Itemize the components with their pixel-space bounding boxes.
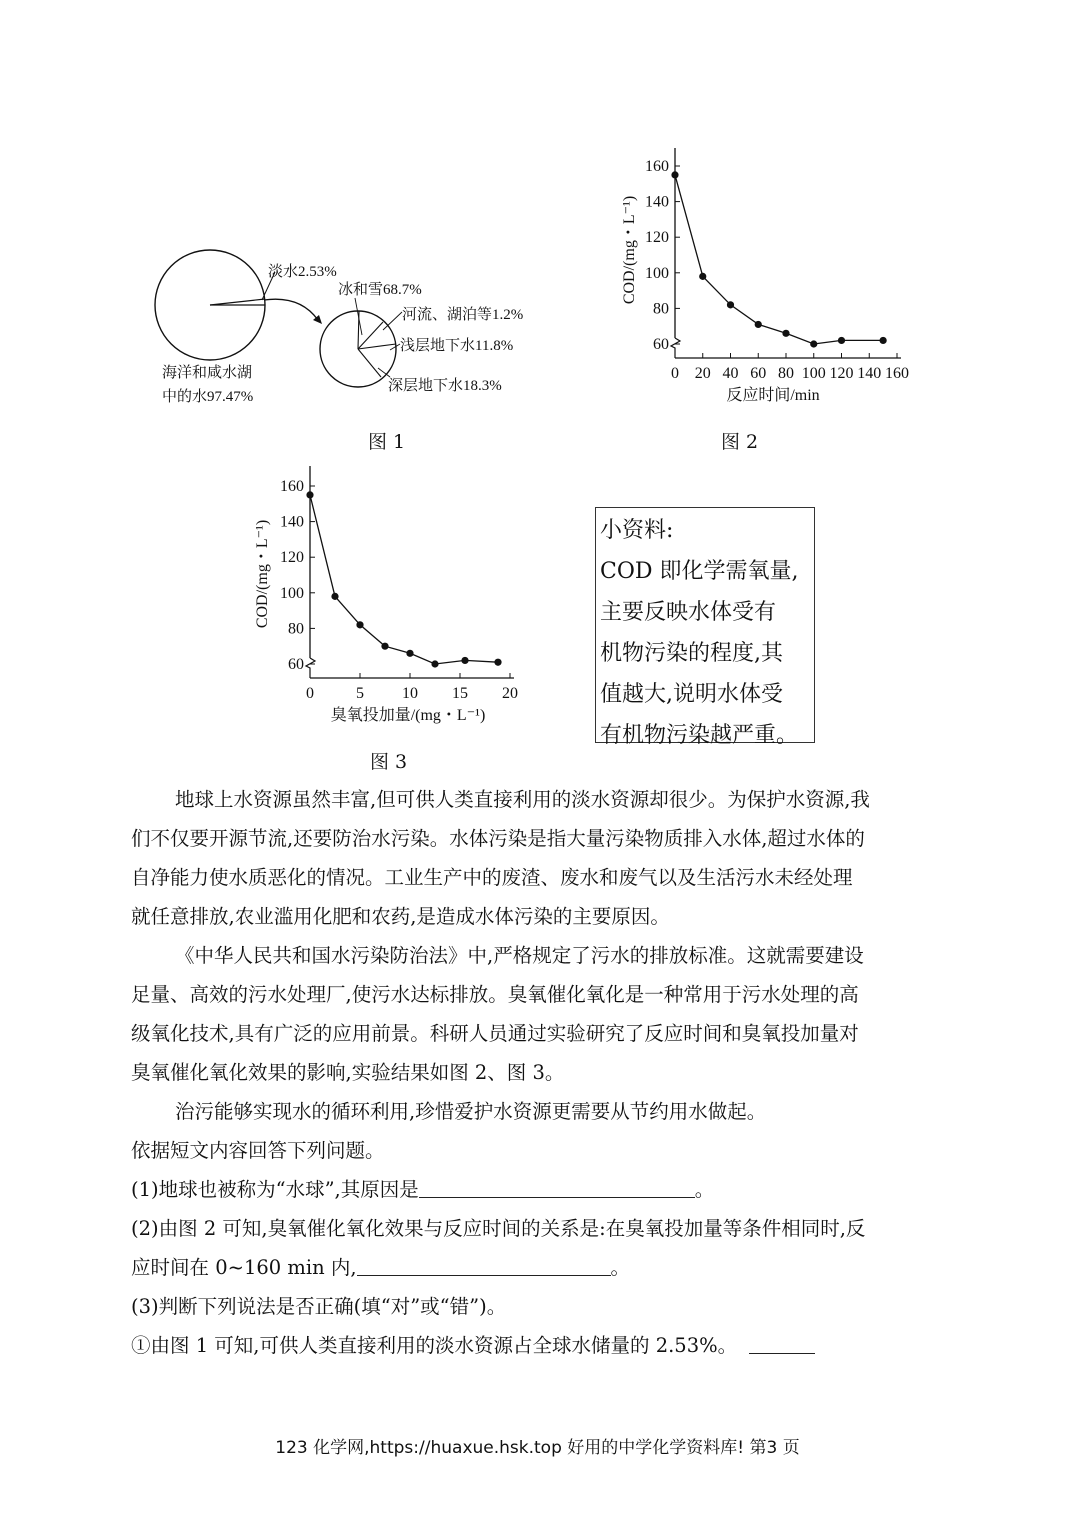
river-label: 河流、湖泊等1.2% xyxy=(402,307,524,323)
question-1-end: 。 xyxy=(694,1178,715,1201)
figure3-line-chart xyxy=(245,462,535,732)
fig3-series-line xyxy=(310,495,498,664)
fig3-y-axis-label: COD/(mg・L⁻¹) xyxy=(254,519,271,629)
fig2-x-tick-label: 160 xyxy=(885,365,909,382)
article-body xyxy=(131,780,946,1365)
info-line: 有机物污染越严重。 xyxy=(600,723,799,748)
fig2-x-axis-label: 反应时间/min xyxy=(726,387,820,404)
fig3-x-tick-label: 5 xyxy=(356,685,364,702)
shallow-label: 浅层地下水11.8% xyxy=(400,338,514,354)
fig2-y-tick-label: 80 xyxy=(653,300,669,318)
river-leader-line xyxy=(383,312,402,330)
inner-slice-line-2 xyxy=(358,322,383,349)
fig2-y-axis-label: COD/(mg・L⁻¹) xyxy=(621,195,638,305)
para3: 治污能够实现水的循环利用,珍惜爱护水资源更需要从节约用水做起。 xyxy=(175,1100,767,1123)
fig2-data-point xyxy=(810,340,817,347)
question-3: (3)判断下列说法是否正确(填“对”或“错”)。 xyxy=(131,1295,507,1318)
fig3-x-axis-label: 臭氧投加量/(mg・L⁻¹) xyxy=(330,707,486,724)
para1-line: 地球上水资源虽然丰富,但可供人类直接利用的淡水资源却很少。为保护水资源,我 xyxy=(175,788,870,811)
info-line: 主要反映水体受有 xyxy=(600,600,777,625)
fig2-x-tick-label: 80 xyxy=(778,365,794,382)
inner-slice-line-3 xyxy=(358,349,381,377)
question-1-text: (1)地球也被称为“水球”,其原因是 xyxy=(131,1178,419,1201)
arrow-curve xyxy=(264,299,318,320)
fig2-x-tick-label: 100 xyxy=(801,365,826,382)
fig2-data-point xyxy=(838,337,845,344)
figure2-line-chart xyxy=(610,140,910,415)
fig2-data-point xyxy=(782,330,789,337)
fig2-x-tick-label: 120 xyxy=(829,365,854,382)
figure2-caption: 图 2 xyxy=(721,431,759,453)
ice-label: 冰和雪68.7% xyxy=(338,282,422,298)
fig3-data-point xyxy=(306,491,313,498)
fig3-data-point xyxy=(431,660,438,667)
fig2-x-tick-label: 40 xyxy=(722,365,739,382)
figure1-pie-diagram xyxy=(150,240,570,420)
question-2-line1: (2)由图 2 可知,臭氧催化氧化效果与反应时间的关系是:在臭氧投加量等条件相同时,反 xyxy=(131,1217,866,1240)
fig3-data-point xyxy=(356,621,363,628)
ocean-label-line2: 中的水97.47% xyxy=(162,389,254,405)
fresh-label: 淡水2.53% xyxy=(268,264,337,280)
fig2-y-tick-label: 60 xyxy=(653,336,669,353)
fig3-y-tick-label: 140 xyxy=(280,513,304,531)
para2-line: 臭氧催化氧化效果的影响,实验结果如图 2、图 3。 xyxy=(131,1061,565,1084)
question-3-1-text: ①由图 1 可知,可供人类直接利用的淡水资源占全球水储量的 2.53%。 xyxy=(131,1334,738,1357)
fig3-x-tick-label: 10 xyxy=(402,685,418,702)
question-3-1 xyxy=(131,1326,946,1365)
fig2-y-tick-label: 160 xyxy=(645,158,669,175)
fig2-data-point xyxy=(699,273,706,280)
fig2-series-line xyxy=(675,175,883,344)
fig3-data-point xyxy=(331,593,338,600)
ocean-label-line1: 海洋和咸水湖 xyxy=(162,365,253,381)
fig2-data-point xyxy=(755,321,762,328)
deep-label: 深层地下水18.3% xyxy=(388,378,502,394)
figure1-caption: 图 1 xyxy=(368,431,406,453)
para1-line: 就任意排放,农业滥用化肥和农药,是造成水体污染的主要原因。 xyxy=(131,905,670,928)
fig2-x-tick-label: 140 xyxy=(857,365,882,382)
fig3-y-tick-label: 100 xyxy=(280,584,304,602)
inner-slice-line-1 xyxy=(358,344,396,349)
info-line: COD 即化学需氧量, xyxy=(600,559,799,584)
para2-line: 《中华人民共和国水污染防治法》中,严格规定了污水的排放标准。这就需要建设 xyxy=(175,944,864,967)
fig3-x-tick-label: 15 xyxy=(452,685,468,702)
fig3-data-point xyxy=(406,650,413,657)
fig2-y-tick-label: 100 xyxy=(645,264,669,282)
fresh-wedge-line-a xyxy=(210,299,265,305)
answer-blank-3[interactable] xyxy=(749,1331,815,1354)
para2-line: 足量、高效的污水处理厂,使污水达标排放。臭氧催化氧化是一种常用于污水处理的高 xyxy=(131,983,859,1006)
fig2-x-tick-label: 20 xyxy=(694,365,711,382)
fig2-data-point xyxy=(880,337,887,344)
page-footer: 123 化学网,https://huaxue.hsk.top 好用的中学化学资料库! 第3 页 xyxy=(275,1438,800,1458)
answer-blank-2[interactable] xyxy=(357,1253,611,1276)
question-2-line2 xyxy=(131,1248,946,1287)
para2-line: 级氧化技术,具有广泛的应用前景。科研人员通过实验研究了反应时间和臭氧投加量对 xyxy=(131,1022,859,1045)
fig3-data-point xyxy=(381,643,388,650)
fig2-x-tick-label: 60 xyxy=(750,365,767,382)
fig3-x-tick-label: 0 xyxy=(306,685,314,702)
para1-line: 们不仅要开源节流,还要防治水污染。水体污染是指大量污染物质排入水体,超过水体的 xyxy=(131,827,865,850)
fig3-data-point xyxy=(494,659,501,666)
fig3-x-tick-label: 20 xyxy=(502,685,518,702)
info-line: 机物污染的程度,其 xyxy=(600,641,783,666)
para1-line: 自净能力使水质恶化的情况。工业生产中的废渣、废水和废气以及生活污水未经处理 xyxy=(131,866,853,889)
info-line: 值越大,说明水体受 xyxy=(600,682,783,707)
question-2-end: 。 xyxy=(610,1256,631,1279)
question-prompt: 依据短文内容回答下列问题。 xyxy=(131,1139,385,1162)
fig2-y-tick-label: 140 xyxy=(645,193,669,211)
fig2-data-point xyxy=(671,171,678,178)
question-1 xyxy=(131,1170,946,1209)
fig3-y-tick-label: 60 xyxy=(288,656,304,673)
answer-blank-1[interactable] xyxy=(419,1175,695,1198)
fig2-x-tick-label: 0 xyxy=(671,365,679,382)
fig3-y-tick-label: 120 xyxy=(280,549,304,567)
fig3-data-point xyxy=(461,657,468,664)
fig3-y-tick-label: 160 xyxy=(280,478,304,495)
fig3-y-tick-label: 80 xyxy=(288,620,304,638)
fig2-y-tick-label: 120 xyxy=(645,229,669,247)
question-2-text: 应时间在 0~160 min 内, xyxy=(131,1256,357,1279)
fig2-data-point xyxy=(727,301,734,308)
info-line: 小资料: xyxy=(600,518,674,543)
figure3-caption: 图 3 xyxy=(370,751,408,773)
info-box xyxy=(595,507,815,748)
